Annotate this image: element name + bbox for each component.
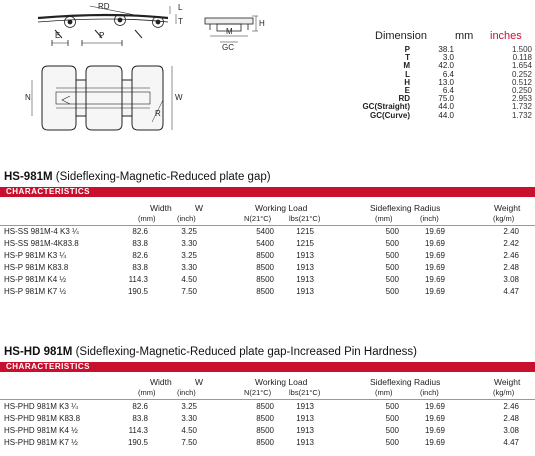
weight-cell: 3.08 (503, 426, 519, 435)
load-n-cell: 8500 (256, 438, 274, 447)
width-mm-cell: 82.6 (132, 227, 148, 236)
w-header: W (195, 203, 204, 213)
dimension-label: GC(Curve) (369, 110, 410, 120)
mm-subheader: (mm) (138, 388, 156, 397)
dimension-mm: 44.0 (438, 102, 454, 112)
flex-inch-subheader: (inch) (420, 388, 439, 397)
weight-header: Weight (494, 203, 521, 213)
dimension-header (360, 30, 532, 46)
mm-heading: mm (455, 30, 474, 42)
width-inch-cell: 3.25 (181, 251, 197, 260)
dimension-inches: 0.250 (511, 85, 532, 95)
model-cell: HS-SS 981M-4K83.8 (4, 239, 79, 248)
width-mm-cell: 83.8 (132, 263, 148, 272)
flex-inch-cell: 19.69 (424, 402, 445, 411)
dimension-mm: 6.4 (442, 85, 454, 95)
model-cell: HS-P 981M K3 ¼ (4, 251, 67, 260)
load-lbs-cell: 1913 (296, 438, 314, 447)
load-lbs-cell: 1913 (296, 414, 314, 423)
load-lbs-cell: 1913 (296, 287, 314, 296)
dimension-label: T (405, 53, 410, 63)
dimension-mm: 44.0 (438, 110, 454, 120)
width-inch-cell: 3.30 (181, 239, 197, 248)
dimension-inches: 2.953 (511, 94, 532, 104)
table-row (0, 275, 535, 285)
label-gc: GC (222, 43, 234, 52)
width-mm-cell: 114.3 (128, 426, 148, 435)
weight-cell: 2.42 (503, 239, 519, 248)
flex-inch-cell: 19.69 (424, 426, 445, 435)
flex-inch-cell: 19.69 (424, 227, 445, 236)
dimension-label: L (405, 69, 410, 79)
load-lbs-cell: 1913 (296, 402, 314, 411)
weight-cell: 2.46 (503, 251, 519, 260)
dimension-table (360, 30, 532, 120)
load-lbs-cell: 1913 (296, 263, 314, 272)
width-mm-cell: 83.8 (132, 239, 148, 248)
load-n-cell: 5400 (256, 227, 274, 236)
table-row (0, 426, 535, 436)
table-row (0, 414, 535, 424)
model-cell: HS-PHD 981M K4 ½ (4, 426, 78, 435)
model-cell: HS-P 981M K4 ½ (4, 275, 67, 284)
weight-cell: 3.08 (503, 275, 519, 284)
flex-mm-cell: 500 (385, 287, 399, 296)
label-l: L (178, 3, 183, 12)
load-n-cell: 8500 (256, 402, 274, 411)
flex-inch-cell: 19.69 (424, 287, 445, 296)
chain-technical-drawing (0, 0, 360, 150)
flex-mm-subheader: (mm) (375, 388, 393, 397)
characteristics-bar-2 (0, 362, 535, 372)
weight-header: Weight (494, 377, 521, 387)
width-header: Width (150, 203, 172, 213)
width-mm-cell: 83.8 (132, 414, 148, 423)
top-view-plates (42, 66, 163, 130)
load-n-cell: 8500 (256, 414, 274, 423)
width-mm-cell: 82.6 (132, 402, 148, 411)
section1-code: HS-981M (4, 171, 53, 183)
flex-mm-cell: 500 (385, 227, 399, 236)
weight-cell: 2.46 (503, 402, 519, 411)
flex-radius-header: Sideflexing Radius (370, 377, 441, 387)
width-mm-cell: 190.5 (127, 287, 148, 296)
flex-inch-cell: 19.69 (424, 239, 445, 248)
flex-mm-cell: 500 (385, 426, 399, 435)
width-inch-cell: 4.50 (181, 426, 197, 435)
width-inch-cell: 7.50 (181, 438, 197, 447)
kgm-subheader: (kg/m) (493, 214, 515, 223)
characteristics-bar-1 (0, 187, 535, 197)
load-lbs-cell: 1215 (296, 227, 314, 236)
model-cell: HS-PHD 981M K3 ¼ (4, 402, 78, 411)
characteristics-label: CHARACTERISTICS (6, 362, 90, 371)
model-cell: HS-P 981M K7 ½ (4, 287, 67, 296)
dimension-row (360, 112, 532, 120)
side-view-plates (38, 15, 168, 18)
header-divider-1 (0, 225, 535, 226)
table-row (0, 239, 535, 249)
model-cell: HS-P 981M K83.8 (4, 263, 69, 272)
weight-cell: 2.40 (503, 227, 519, 236)
mm-subheader: (mm) (138, 214, 156, 223)
label-m: M (226, 27, 233, 36)
section2-code: HS-HD 981M (4, 346, 73, 358)
dimension-mm: 3.0 (442, 53, 454, 63)
dimension-mm: 38.1 (438, 45, 454, 54)
working-load-header: Working Load (255, 377, 308, 387)
width-header: Width (150, 377, 172, 387)
load-n-cell: 8500 (256, 287, 274, 296)
dimension-inches: 0.118 (512, 53, 532, 63)
end-view-top (205, 18, 253, 24)
section1-description: (Sideflexing-Magnetic-Reduced plate gap) (55, 171, 271, 183)
dimension-inches: 0.512 (511, 77, 532, 87)
dimension-heading: Dimension (375, 30, 427, 42)
width-inch-cell: 3.30 (181, 263, 197, 272)
load-n-cell: 8500 (256, 426, 274, 435)
flex-mm-cell: 500 (385, 263, 399, 272)
width-mm-cell: 190.5 (127, 438, 148, 447)
label-e: E (55, 31, 61, 40)
n-subheader: N(21°C) (244, 388, 272, 397)
dimension-mm: 75.0 (438, 94, 454, 104)
weight-cell: 2.48 (503, 263, 519, 272)
dimension-label: M (403, 61, 410, 71)
flex-mm-cell: 500 (385, 414, 399, 423)
section1-title (4, 171, 271, 183)
section2-title (4, 346, 417, 358)
dimension-label: RD (398, 94, 410, 104)
weight-cell: 4.47 (503, 438, 519, 447)
dimension-mm: 42.0 (438, 61, 454, 71)
table-row (0, 287, 535, 297)
flex-mm-subheader: (mm) (375, 214, 393, 223)
dimension-inches: 1.732 (511, 102, 532, 112)
load-lbs-cell: 1913 (296, 275, 314, 284)
load-n-cell: 8500 (256, 251, 274, 260)
lbs-subheader: lbs(21°C) (289, 214, 321, 223)
dimension-inches: 1.654 (511, 61, 532, 71)
width-mm-cell: 82.6 (132, 251, 148, 260)
load-n-cell: 8500 (256, 275, 274, 284)
flex-mm-cell: 500 (385, 275, 399, 284)
dimension-label: E (404, 85, 410, 95)
dimension-inches: 1.732 (511, 110, 532, 120)
characteristics-label: CHARACTERISTICS (6, 187, 90, 196)
inches-heading: inches (490, 30, 522, 42)
flex-radius-header: Sideflexing Radius (370, 203, 441, 213)
working-load-header: Working Load (255, 203, 308, 213)
table-row (0, 438, 535, 448)
dimension-rows (360, 46, 532, 120)
flex-inch-subheader: (inch) (420, 214, 439, 223)
dimension-mm: 6.4 (442, 69, 454, 79)
weight-cell: 2.48 (503, 414, 519, 423)
load-n-cell: 5400 (256, 239, 274, 248)
flex-mm-cell: 500 (385, 402, 399, 411)
width-inch-cell: 4.50 (181, 275, 197, 284)
dimension-mm: 13.0 (438, 77, 454, 87)
label-h: H (259, 19, 265, 28)
dimension-inches: 1.500 (511, 45, 532, 54)
width-inch-cell: 7.50 (181, 287, 197, 296)
dimension-label: H (404, 77, 410, 87)
lbs-subheader: lbs(21°C) (289, 388, 321, 397)
load-lbs-cell: 1913 (296, 426, 314, 435)
flex-inch-cell: 19.69 (424, 251, 445, 260)
flex-mm-cell: 500 (385, 438, 399, 447)
dimension-label: GC(Straight) (362, 102, 410, 112)
width-inch-cell: 3.30 (181, 414, 197, 423)
load-lbs-cell: 1215 (296, 239, 314, 248)
header-divider-2 (0, 399, 535, 400)
table-row (0, 402, 535, 412)
dimension-inches: 0.252 (511, 69, 532, 79)
label-n: N (25, 93, 31, 102)
w-header: W (195, 377, 204, 387)
flex-inch-cell: 19.69 (424, 438, 445, 447)
load-lbs-cell: 1913 (296, 251, 314, 260)
dimension-label: P (404, 45, 410, 54)
label-r: R (155, 109, 161, 118)
n-subheader: N(21°C) (244, 214, 272, 223)
table-row (0, 251, 535, 261)
width-inch-cell: 3.25 (181, 227, 197, 236)
table-row (0, 263, 535, 273)
flex-mm-cell: 500 (385, 251, 399, 260)
label-p: P (99, 31, 105, 40)
width-inch-cell: 3.25 (181, 402, 197, 411)
load-n-cell: 8500 (256, 263, 274, 272)
label-t: T (178, 17, 183, 26)
kgm-subheader: (kg/m) (493, 388, 515, 397)
label-w: W (175, 93, 183, 102)
table-row (0, 227, 535, 237)
model-cell: HS-PHD 981M K83.8 (4, 414, 81, 423)
flex-inch-cell: 19.69 (424, 414, 445, 423)
flex-inch-cell: 19.69 (424, 275, 445, 284)
section2-description: (Sideflexing-Magnetic-Reduced plate gap-Increased Pin Hardness) (75, 346, 417, 358)
model-cell: HS-PHD 981M K7 ½ (4, 438, 78, 447)
width-mm-cell: 114.3 (128, 275, 148, 284)
weight-cell: 4.47 (503, 287, 519, 296)
inch-subheader: (inch) (177, 214, 196, 223)
model-cell: HS-SS 981M-4 K3 ¼ (4, 227, 79, 236)
flex-inch-cell: 19.69 (424, 263, 445, 272)
inch-subheader: (inch) (177, 388, 196, 397)
flex-mm-cell: 500 (385, 239, 399, 248)
label-rd: RD (98, 2, 110, 11)
